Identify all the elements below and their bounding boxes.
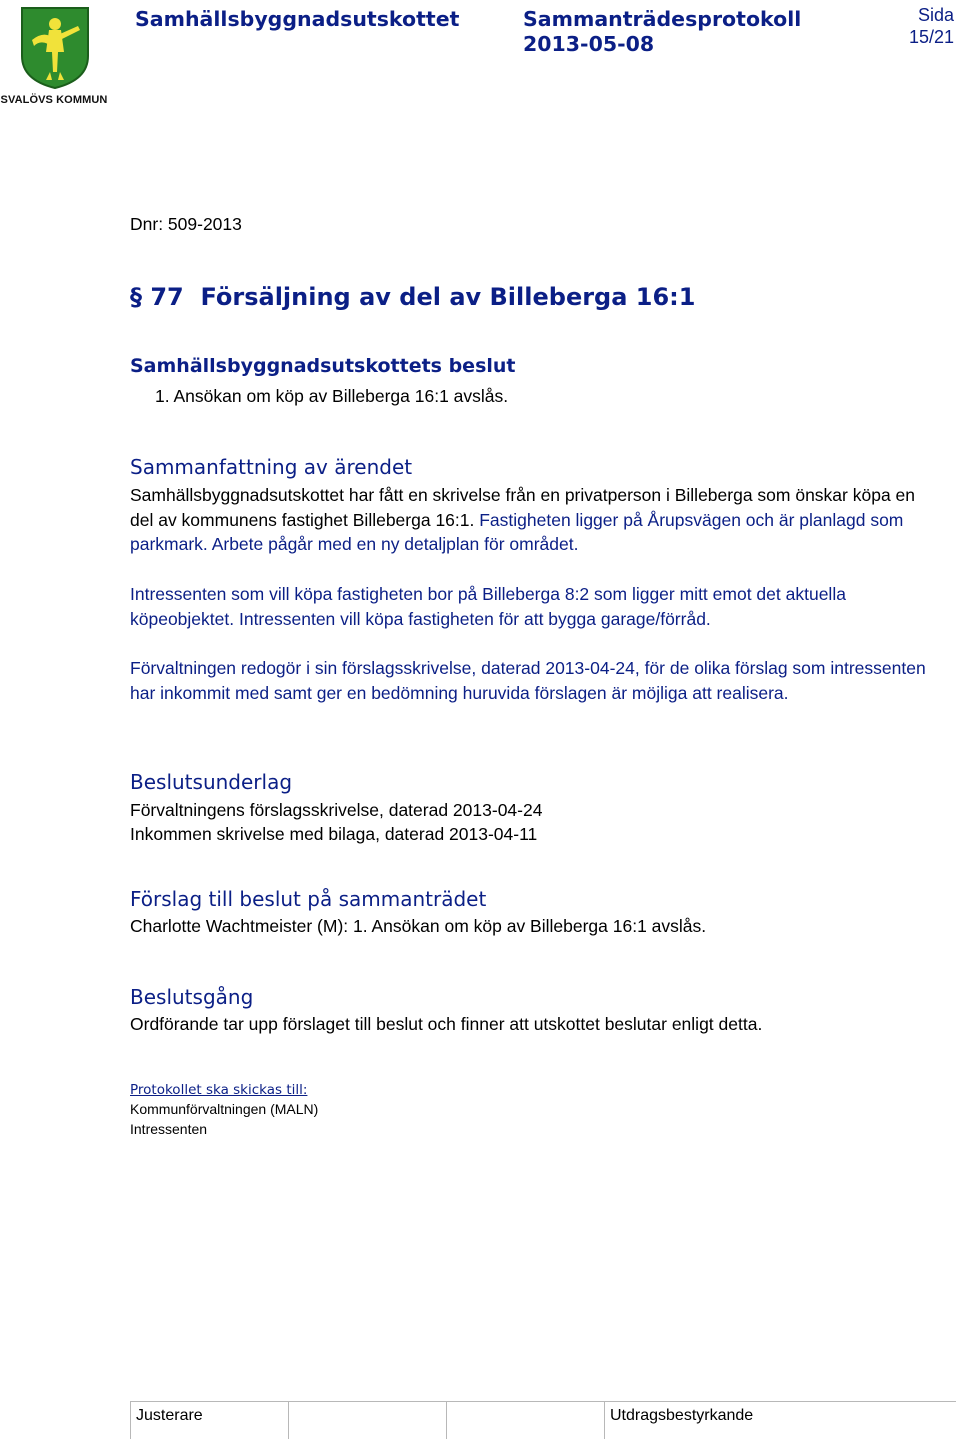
committee-name: Samhällsbyggnadsutskottet (135, 7, 460, 31)
recipient-item: Intressenten (130, 1121, 208, 1137)
document-type: Sammanträdesprotokoll (523, 7, 802, 31)
footer-certification-label: Utdragsbestyrkande (610, 1407, 754, 1424)
paragraph-title-text: 77 Försäljning av del av Billeberga 16:1 (150, 283, 696, 311)
proposal-text: Charlotte Wachtmeister (M): 1. Ansökan om köp av Billeberga 16:1 avslås. (130, 916, 707, 936)
municipality-name: SVALÖVS KOMMUN (0, 94, 108, 106)
footer-adjuster-label: Justerare (136, 1407, 203, 1424)
decision-heading: Samhällsbyggnadsutskottets beslut (130, 355, 516, 377)
summary-paragraph-1-part-2: Fastigheten ligger på Årupsvägen och är planlagd som parkmark. Arbete pågår med en ny detaljplan för området. (130, 509, 904, 554)
footer-cell-divider (288, 1402, 289, 1439)
summary-paragraph-2-part-2: Intressenten vill köpa fastigheten för att bygga garage/förråd. (238, 608, 711, 629)
footer-cell-divider (604, 1402, 605, 1439)
page-label: Sida (918, 5, 955, 25)
process-text: Ordförande tar upp förslaget till beslut och finner att utskottet beslutar enligt detta. (130, 1014, 763, 1034)
basis-item-1: Förvaltningens förslagsskrivelse, daterad 2013-04-24 (130, 800, 543, 820)
recipients-heading: Protokollet ska skickas till: (130, 1082, 308, 1098)
summary-paragraph-1-part-1: Samhällsbyggnadsutskottet har fått en skrivelse från en privatperson i Billeberga som önskar köpa en del av kommunens fastighet Billeberga 16:1. (130, 485, 916, 530)
decision-item: 1. Ansökan om köp av Billeberga 16:1 avslås. (155, 386, 509, 406)
footer-cell-divider (130, 1402, 131, 1439)
process-heading: Beslutsgång (130, 985, 254, 1009)
case-number: Dnr: 509-2013 (130, 214, 242, 234)
proposal-heading: Förslag till beslut på sammanträdet (130, 887, 487, 911)
summary-paragraph-1 (130, 483, 940, 557)
municipality-crest-logo (20, 6, 90, 90)
summary-paragraph-2-part-1: Intressenten som vill köpa fastigheten bor på Billeberga 8:2 som ligger mitt emot det aktuella köpeobjektet. (130, 584, 846, 629)
summary-heading: Sammanfattning av ärendet (130, 455, 413, 479)
basis-item-2: Inkommen skrivelse med bilaga, daterad 2013-04-11 (130, 824, 538, 844)
recipient-item: Kommunförvaltningen (MALN) (130, 1101, 319, 1117)
page-number: 15/21 (909, 27, 955, 47)
meeting-date: 2013-05-08 (523, 32, 655, 56)
basis-heading: Beslutsunderlag (130, 770, 293, 794)
summary-paragraph-3: Förvaltningen redogör i sin förslagsskrivelse, daterad 2013-04-24, för de olika förslag som intressenten har inkommit med samt ger en bedömning huruvida förslagen är möjliga att realisera. (130, 658, 926, 703)
paragraph-title (130, 283, 695, 311)
footer-cell-divider (446, 1402, 447, 1439)
summary-paragraph-2 (130, 582, 940, 631)
paragraph-sign: § (130, 283, 142, 311)
footer-divider (130, 1401, 956, 1402)
